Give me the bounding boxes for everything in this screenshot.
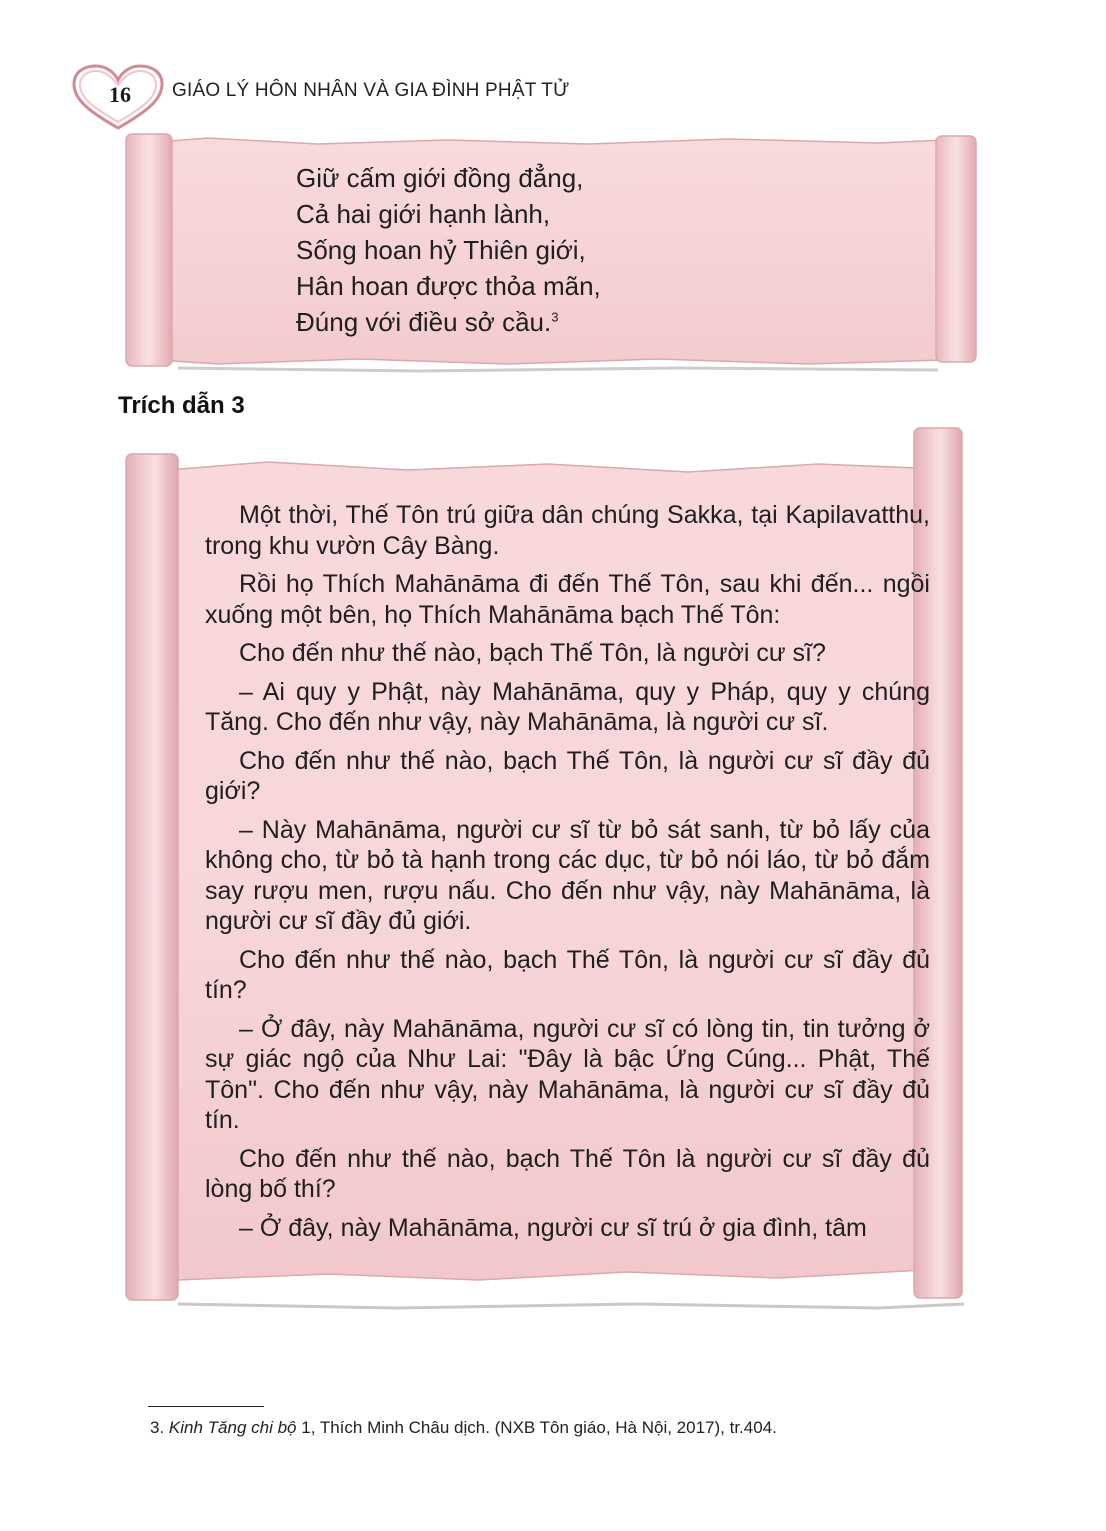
footnote-divider <box>148 1406 264 1407</box>
poem-line-1: Giữ cấm giới đồng đẳng, <box>296 163 584 193</box>
footnote-title: Kinh Tăng chi bộ <box>168 1418 297 1437</box>
page-number: 16 <box>109 82 131 107</box>
quote-text <box>205 500 930 1251</box>
poem-line-5-text: Đúng với điều sở cầu. <box>296 307 552 337</box>
running-title: GIÁO LÝ HÔN NHÂN VÀ GIA ĐÌNH PHẬT TỬ <box>172 80 570 101</box>
footnote <box>150 1418 777 1438</box>
footnote-number: 3. <box>150 1418 165 1437</box>
poem-line-2: Cả hai giới hạnh lành, <box>296 199 551 229</box>
quote-paragraph: – Ở đây, này Mahānāma, người cư sĩ có lòng tin, tin tưởng ở sự giác ngộ của Như Lai: "Đây là bậc Ứng Cúng... Phật, Thế Tôn". Cho đến như vậy, này Mahānāma, là người cư sĩ đầy đủ tín. <box>205 1014 930 1134</box>
quote-paragraph: Cho đến như thế nào, bạch Thế Tôn là người cư sĩ đầy đủ lòng bố thí? <box>205 1144 930 1203</box>
quote-paragraph: – Này Mahānāma, người cư sĩ từ bỏ sát sanh, từ bỏ lấy của không cho, từ bỏ tà hạnh trong các dục, từ bỏ nói láo, từ bỏ đắm say rượu men, rượu nấu. Cho đến như vậy, này Mahānāma, là người cư sĩ đầy đủ giới. <box>205 815 930 935</box>
quote-paragraph: Rồi họ Thích Mahānāma đi đến Thế Tôn, sau khi đến... ngồi xuống một bên, họ Thích Mahānāma bạch Thế Tôn: <box>205 570 930 629</box>
quote-paragraph: Một thời, Thế Tôn trú giữa dân chúng Sakka, tại Kapilavatthu, trong khu vườn Cây Bàng. <box>205 501 930 560</box>
quote-paragraph: – Ở đây, này Mahānāma, người cư sĩ trú ở gia đình, tâm <box>239 1213 867 1242</box>
poem-line-4: Hân hoan được thỏa mãn, <box>296 271 601 301</box>
quote-paragraph: Cho đến như thế nào, bạch Thế Tôn, là người cư sĩ đầy đủ tín? <box>205 945 930 1004</box>
poem-line-5 <box>296 304 716 340</box>
footnote-text: 1, Thích Minh Châu dịch. (NXB Tôn giáo, Hà Nội, 2017), tr.404. <box>296 1418 777 1437</box>
poem-line-3: Sống hoan hỷ Thiên giới, <box>296 235 586 265</box>
quote-paragraph: Cho đến như thế nào, bạch Thế Tôn, là người cư sĩ đầy đủ giới? <box>205 746 930 805</box>
poem-block <box>296 160 716 340</box>
footnote-reference: 3 <box>551 309 559 325</box>
section-heading: Trích dẫn 3 <box>118 392 245 419</box>
quote-paragraph: Cho đến như thế nào, bạch Thế Tôn, là người cư sĩ? <box>239 639 826 667</box>
quote-paragraph: – Ai quy y Phật, này Mahānāma, quy y Pháp, quy y chúng Tăng. Cho đến như vậy, này Mahānāma, là người cư sĩ. <box>205 677 930 736</box>
